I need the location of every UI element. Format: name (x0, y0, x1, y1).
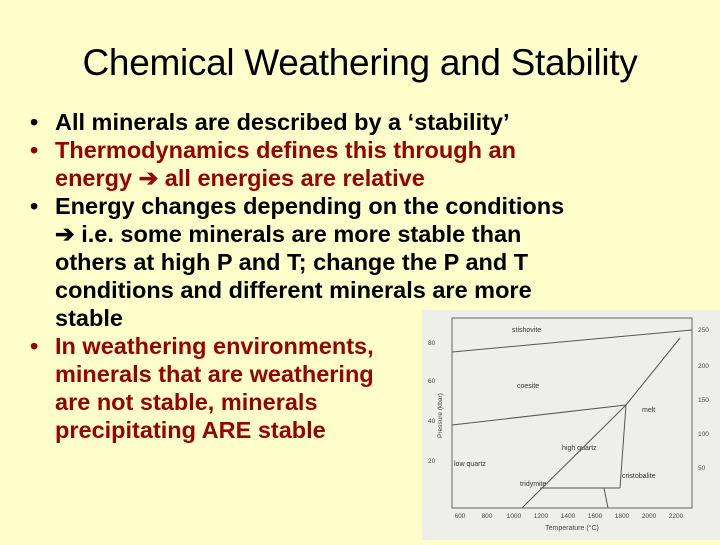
x-tick: 600 (454, 513, 466, 520)
phase-boundaries (452, 330, 692, 508)
x-tick: 800 (481, 513, 493, 520)
x-tick: 1800 (614, 513, 630, 520)
bullet-line: conditions and different minerals are more (55, 277, 532, 303)
bullet-dot: • (30, 137, 39, 163)
tridymite-cristobalite-boundary (604, 488, 608, 508)
x-tick: 2200 (668, 513, 684, 520)
y-tick-right: 50 (698, 465, 706, 472)
y-ticks-left (428, 340, 436, 465)
bullet-line: others at high P and T; change the P and T (55, 249, 529, 275)
bullet-line: stable (55, 305, 123, 331)
y-tick-left: 60 (428, 378, 436, 385)
coesite-quartz-boundary (452, 405, 626, 425)
x-tick: 2000 (641, 513, 657, 520)
y-tick-right: 100 (698, 431, 709, 438)
phase-label-tridymite: tridymite (520, 481, 547, 488)
plot-frame (452, 318, 692, 508)
y-tick-left: 40 (428, 418, 436, 425)
phase-label-high-quartz: high quartz (562, 445, 597, 452)
x-tick: 1200 (533, 513, 549, 520)
bullet-dot: • (30, 193, 39, 219)
phase-label-low-quartz: low quartz (454, 461, 486, 468)
phase-label-cristobalite: cristobalite (622, 473, 656, 480)
bullet-line: minerals that are weathering (55, 361, 374, 387)
bullet-line: All minerals are described by a ‘stability’ (55, 109, 510, 135)
y-tick-right: 150 (698, 397, 709, 404)
x-tick: 1000 (506, 513, 522, 520)
phase-diagram-svg (422, 310, 720, 540)
y-ticks-right (698, 327, 709, 472)
low-high-quartz-boundary (522, 405, 626, 508)
bullet-line: ➔ i.e. some minerals are more stable than (55, 221, 522, 247)
y-tick-left: 20 (428, 458, 436, 465)
coesite-melt-boundary (626, 338, 680, 405)
phase-label-coesite: coesite (517, 383, 540, 390)
x-axis-label: Temperature (°C) (545, 525, 599, 532)
bullet-line: are not stable, minerals (55, 389, 318, 415)
phase-label-stishovite: stishovite (512, 327, 542, 334)
bullet-dot: • (30, 109, 39, 135)
x-tick: 1400 (560, 513, 576, 520)
x-ticks (455, 513, 684, 520)
stishovite-coesite-boundary (452, 330, 692, 352)
bullet-line: energy ➔ all energies are relative (55, 165, 425, 191)
bullet-line: Energy changes depending on the conditions (55, 193, 565, 219)
x-tick: 1600 (587, 513, 603, 520)
slide-title: Chemical Weathering and Stability (82, 42, 638, 83)
bullet-line: precipitating ARE stable (55, 417, 326, 443)
silica-phase-diagram (422, 310, 720, 540)
phase-label-melt: melt (642, 407, 656, 414)
bullet-item (30, 136, 670, 192)
y-tick-right: 250 (698, 327, 709, 334)
y-axis-label: Pressure (kbar) (437, 393, 444, 438)
bullet-line: Thermodynamics defines this through an (55, 137, 516, 163)
y-tick-right: 200 (698, 363, 709, 370)
bullet-item (30, 108, 670, 136)
bullet-dot: • (30, 333, 39, 359)
bullet-line: In weathering environments, (55, 333, 374, 359)
y-tick-left: 80 (428, 340, 436, 347)
